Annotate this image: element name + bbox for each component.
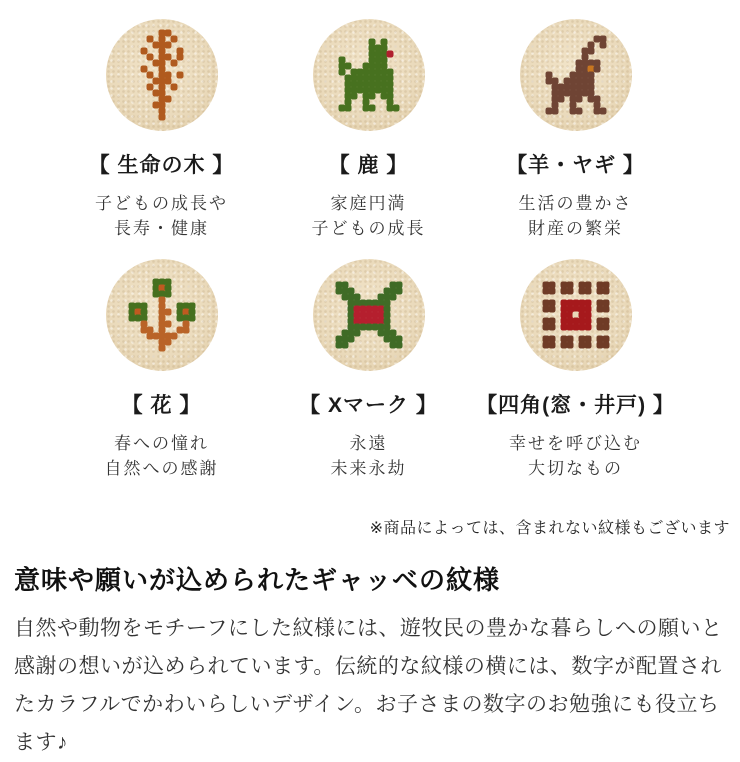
motif-card-tree-of-life [58, 19, 265, 241]
motif-description [509, 431, 642, 481]
motif-grid [58, 0, 680, 481]
motif-description-line: 子どもの成長 [311, 219, 426, 238]
motif-description-line: 自然への感謝 [104, 459, 219, 478]
motif-description-line: 春への憧れ [114, 434, 209, 453]
x-mark-motif-icon [330, 282, 408, 348]
motif-label: 【 花 】 [121, 394, 202, 417]
motif-description [519, 191, 633, 241]
motif-image-sheep-goat [520, 19, 632, 131]
motif-image-flower [106, 259, 218, 371]
motif-description [95, 191, 228, 241]
motif-card-square-window-well [472, 259, 679, 481]
motif-description-line: 幸せを呼び込む [509, 434, 642, 453]
motif-description [331, 431, 407, 481]
motif-label: 【四角(窓・井戸) 】 [476, 394, 675, 417]
motif-description [312, 191, 426, 241]
motif-card-deer [265, 19, 472, 241]
motif-image-square-window-well [520, 259, 632, 371]
motif-description-line: 大切なもの [528, 459, 623, 478]
motif-description [105, 431, 219, 481]
deer-motif-icon [333, 39, 405, 111]
tree-of-life-motif-icon [135, 30, 189, 120]
motif-label: 【 鹿 】 [328, 154, 409, 177]
motif-card-flower [58, 259, 265, 481]
motif-description-line: 未来永劫 [330, 459, 407, 478]
section-heading: 意味や願いが込められたギャッベの紋様 [14, 565, 501, 595]
motif-description-line: 家庭円満 [330, 194, 407, 213]
motif-description-line: 子どもの成長や [95, 194, 228, 213]
flower-motif-icon [123, 279, 201, 351]
motif-description-line: 永遠 [349, 434, 388, 453]
square-window-well-motif-icon [543, 282, 609, 348]
motif-card-sheep-goat [472, 19, 679, 241]
motif-image-deer [313, 19, 425, 131]
section-body-text: 自然や動物をモチーフにした紋様には、遊牧民の豊かな暮らしへの願いと感謝の想いが込められています。伝統的な紋様の横には、数字が配置されたカラフルでかわいらしいデザイン。お子さまの数字のお勉強にも役立ちます♪ [14, 617, 723, 754]
motif-label: 【 生命の木 】 [88, 154, 235, 177]
motif-description-line: 生活の豊かさ [518, 194, 633, 213]
motif-label: 【羊・ヤギ 】 [506, 154, 645, 177]
motif-image-tree-of-life [106, 19, 218, 131]
motif-description-line: 長寿・健康 [114, 219, 209, 238]
motif-availability-note: ※商品によっては、含まれない紋様もございます [369, 520, 730, 537]
motif-image-x-mark [313, 259, 425, 371]
sheep-goat-motif-icon [540, 36, 612, 114]
motif-card-x-mark [265, 259, 472, 481]
motif-label: 【 Xマーク 】 [299, 394, 438, 417]
motif-description-line: 財産の繁栄 [528, 219, 623, 238]
